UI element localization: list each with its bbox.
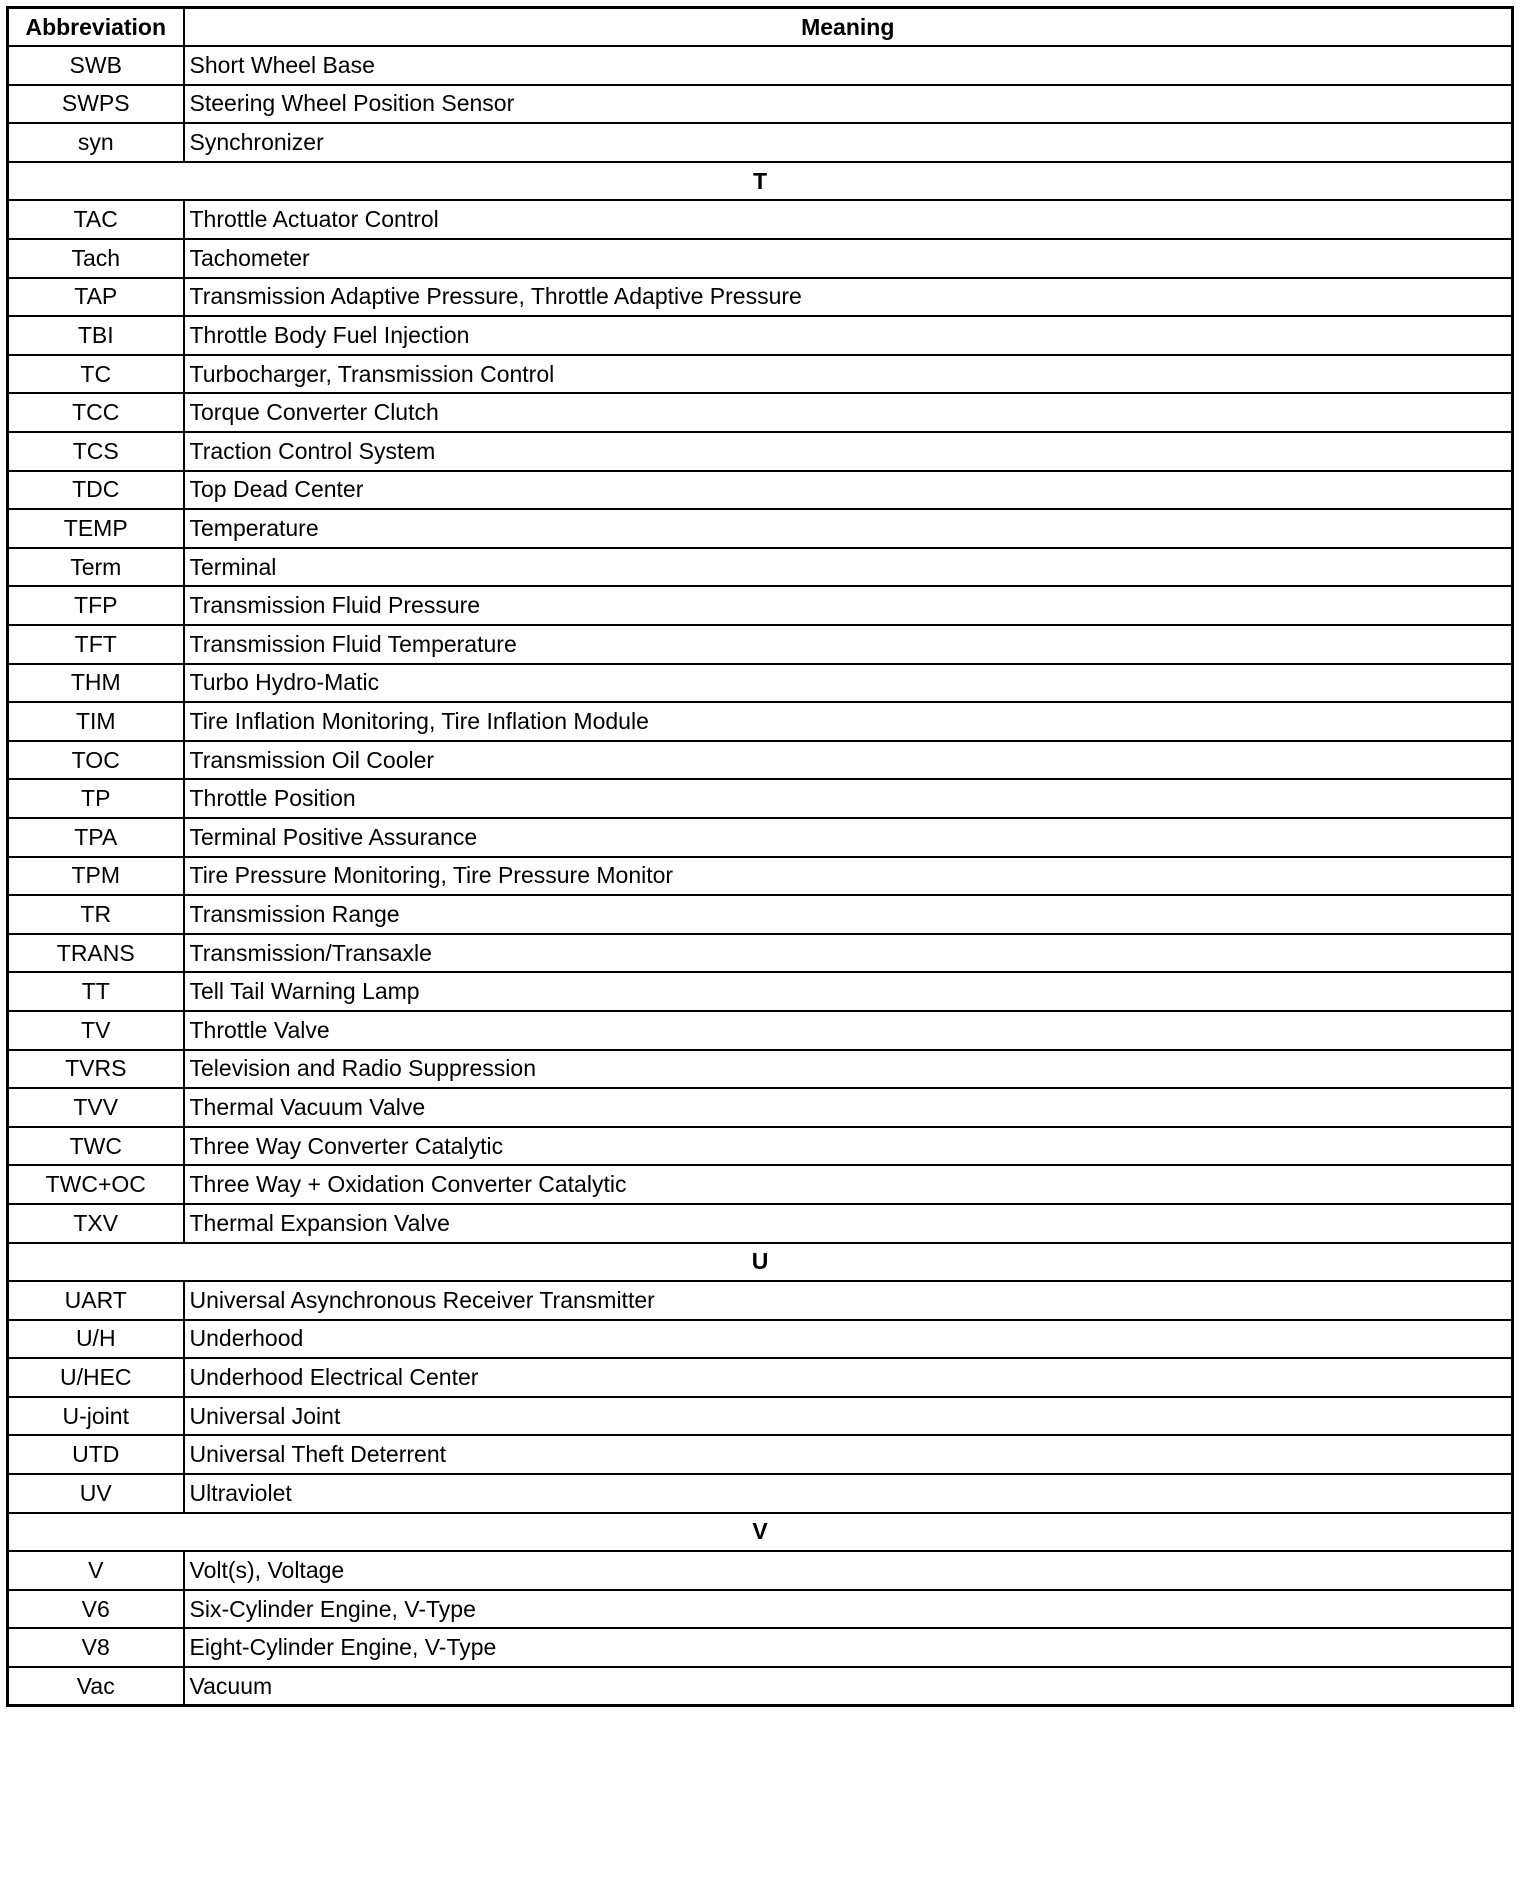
abbreviation-cell: TFT: [8, 625, 184, 664]
abbreviation-cell: U/H: [8, 1320, 184, 1359]
table-row: [8, 741, 1513, 780]
abbreviation-cell: TAP: [8, 278, 184, 317]
meaning-cell: Universal Theft Deterrent: [184, 1435, 1513, 1474]
abbreviation-cell: TCS: [8, 432, 184, 471]
table-row: [8, 625, 1513, 664]
meaning-cell: Underhood: [184, 1320, 1513, 1359]
table-header: [8, 8, 1513, 47]
abbreviation-cell: THM: [8, 664, 184, 703]
abbreviation-cell: TAC: [8, 200, 184, 239]
table-row: [8, 586, 1513, 625]
abbreviation-cell: TVV: [8, 1088, 184, 1127]
abbreviation-cell: UV: [8, 1474, 184, 1513]
abbreviation-cell: V8: [8, 1628, 184, 1667]
table-row: [8, 1165, 1513, 1204]
meaning-cell: Television and Radio Suppression: [184, 1050, 1513, 1089]
meaning-cell: Tire Inflation Monitoring, Tire Inflation Module: [184, 702, 1513, 741]
column-header-abbreviation: Abbreviation: [8, 8, 184, 47]
meaning-cell: Thermal Vacuum Valve: [184, 1088, 1513, 1127]
abbreviation-cell: TXV: [8, 1204, 184, 1243]
meaning-cell: Throttle Position: [184, 779, 1513, 818]
table-row: [8, 471, 1513, 510]
table-row: [8, 1551, 1513, 1590]
table-row: [8, 1127, 1513, 1166]
abbreviation-cell: TRANS: [8, 934, 184, 973]
meaning-cell: Six-Cylinder Engine, V-Type: [184, 1590, 1513, 1629]
table-row: [8, 1435, 1513, 1474]
table-row: [8, 1204, 1513, 1243]
table-row: [8, 355, 1513, 394]
abbreviation-cell: TIM: [8, 702, 184, 741]
table-row: [8, 1667, 1513, 1706]
meaning-cell: Top Dead Center: [184, 471, 1513, 510]
abbreviation-cell: Term: [8, 548, 184, 587]
abbreviation-cell: TC: [8, 355, 184, 394]
table-row: [8, 664, 1513, 703]
table-row: [8, 1474, 1513, 1513]
meaning-cell: Terminal Positive Assurance: [184, 818, 1513, 857]
meaning-cell: Underhood Electrical Center: [184, 1358, 1513, 1397]
section-row: [8, 1513, 1513, 1552]
abbreviation-cell: TEMP: [8, 509, 184, 548]
meaning-cell: Steering Wheel Position Sensor: [184, 85, 1513, 124]
column-header-meaning: Meaning: [184, 8, 1513, 47]
table-row: [8, 1050, 1513, 1089]
table-row: [8, 934, 1513, 973]
meaning-cell: Throttle Actuator Control: [184, 200, 1513, 239]
meaning-cell: Tell Tail Warning Lamp: [184, 972, 1513, 1011]
abbreviation-cell: TP: [8, 779, 184, 818]
section-heading: V: [8, 1513, 1513, 1552]
table-row: [8, 123, 1513, 162]
table-row: [8, 509, 1513, 548]
abbreviation-cell: TR: [8, 895, 184, 934]
abbreviation-cell: TT: [8, 972, 184, 1011]
abbreviation-cell: syn: [8, 123, 184, 162]
table-row: [8, 1011, 1513, 1050]
abbreviation-cell: TDC: [8, 471, 184, 510]
table-row: [8, 1088, 1513, 1127]
table-row: [8, 278, 1513, 317]
meaning-cell: Traction Control System: [184, 432, 1513, 471]
meaning-cell: Transmission Oil Cooler: [184, 741, 1513, 780]
table-row: [8, 779, 1513, 818]
abbreviation-cell: SWB: [8, 46, 184, 85]
header-row: [8, 8, 1513, 47]
table-row: [8, 1628, 1513, 1667]
abbreviation-cell: SWPS: [8, 85, 184, 124]
meaning-cell: Transmission Range: [184, 895, 1513, 934]
meaning-cell: Transmission Fluid Pressure: [184, 586, 1513, 625]
meaning-cell: Turbo Hydro-Matic: [184, 664, 1513, 703]
table-row: [8, 239, 1513, 278]
meaning-cell: Ultraviolet: [184, 1474, 1513, 1513]
table-row: [8, 200, 1513, 239]
meaning-cell: Terminal: [184, 548, 1513, 587]
meaning-cell: Throttle Body Fuel Injection: [184, 316, 1513, 355]
table-row: [8, 895, 1513, 934]
table-row: [8, 1320, 1513, 1359]
meaning-cell: Temperature: [184, 509, 1513, 548]
meaning-cell: Thermal Expansion Valve: [184, 1204, 1513, 1243]
abbreviation-cell: UTD: [8, 1435, 184, 1474]
table-row: [8, 1397, 1513, 1436]
table-row: [8, 1590, 1513, 1629]
section-row: [8, 162, 1513, 201]
table-row: [8, 432, 1513, 471]
meaning-cell: Tire Pressure Monitoring, Tire Pressure Monitor: [184, 857, 1513, 896]
table-body: [8, 46, 1513, 1706]
meaning-cell: Short Wheel Base: [184, 46, 1513, 85]
abbreviation-cell: TFP: [8, 586, 184, 625]
abbreviation-cell: V6: [8, 1590, 184, 1629]
abbreviation-cell: U-joint: [8, 1397, 184, 1436]
table-row: [8, 316, 1513, 355]
abbreviation-cell: TPM: [8, 857, 184, 896]
table-row: [8, 1358, 1513, 1397]
abbreviation-cell: U/HEC: [8, 1358, 184, 1397]
meaning-cell: Three Way Converter Catalytic: [184, 1127, 1513, 1166]
meaning-cell: Universal Asynchronous Receiver Transmitter: [184, 1281, 1513, 1320]
meaning-cell: Synchronizer: [184, 123, 1513, 162]
table-row: [8, 393, 1513, 432]
table-row: [8, 85, 1513, 124]
table-row: [8, 548, 1513, 587]
abbreviation-cell: TWC: [8, 1127, 184, 1166]
table-row: [8, 972, 1513, 1011]
abbreviation-cell: TBI: [8, 316, 184, 355]
abbreviation-cell: TWC+OC: [8, 1165, 184, 1204]
abbreviation-cell: TPA: [8, 818, 184, 857]
abbreviation-cell: Vac: [8, 1667, 184, 1706]
meaning-cell: Universal Joint: [184, 1397, 1513, 1436]
meaning-cell: Volt(s), Voltage: [184, 1551, 1513, 1590]
meaning-cell: Turbocharger, Transmission Control: [184, 355, 1513, 394]
table-row: [8, 818, 1513, 857]
abbreviation-cell: TOC: [8, 741, 184, 780]
meaning-cell: Torque Converter Clutch: [184, 393, 1513, 432]
abbreviation-cell: UART: [8, 1281, 184, 1320]
meaning-cell: Tachometer: [184, 239, 1513, 278]
abbreviation-cell: TCC: [8, 393, 184, 432]
abbreviation-cell: TVRS: [8, 1050, 184, 1089]
meaning-cell: Vacuum: [184, 1667, 1513, 1706]
abbreviation-cell: TV: [8, 1011, 184, 1050]
abbreviation-cell: V: [8, 1551, 184, 1590]
meaning-cell: Throttle Valve: [184, 1011, 1513, 1050]
section-heading: U: [8, 1243, 1513, 1282]
abbreviation-cell: Tach: [8, 239, 184, 278]
section-heading: T: [8, 162, 1513, 201]
meaning-cell: Transmission Fluid Temperature: [184, 625, 1513, 664]
table-row: [8, 46, 1513, 85]
table-row: [8, 857, 1513, 896]
meaning-cell: Transmission Adaptive Pressure, Throttle Adaptive Pressure: [184, 278, 1513, 317]
meaning-cell: Three Way + Oxidation Converter Catalytic: [184, 1165, 1513, 1204]
meaning-cell: Eight-Cylinder Engine, V-Type: [184, 1628, 1513, 1667]
abbreviation-table: [6, 6, 1514, 1707]
table-row: [8, 702, 1513, 741]
meaning-cell: Transmission/Transaxle: [184, 934, 1513, 973]
table-row: [8, 1281, 1513, 1320]
section-row: [8, 1243, 1513, 1282]
